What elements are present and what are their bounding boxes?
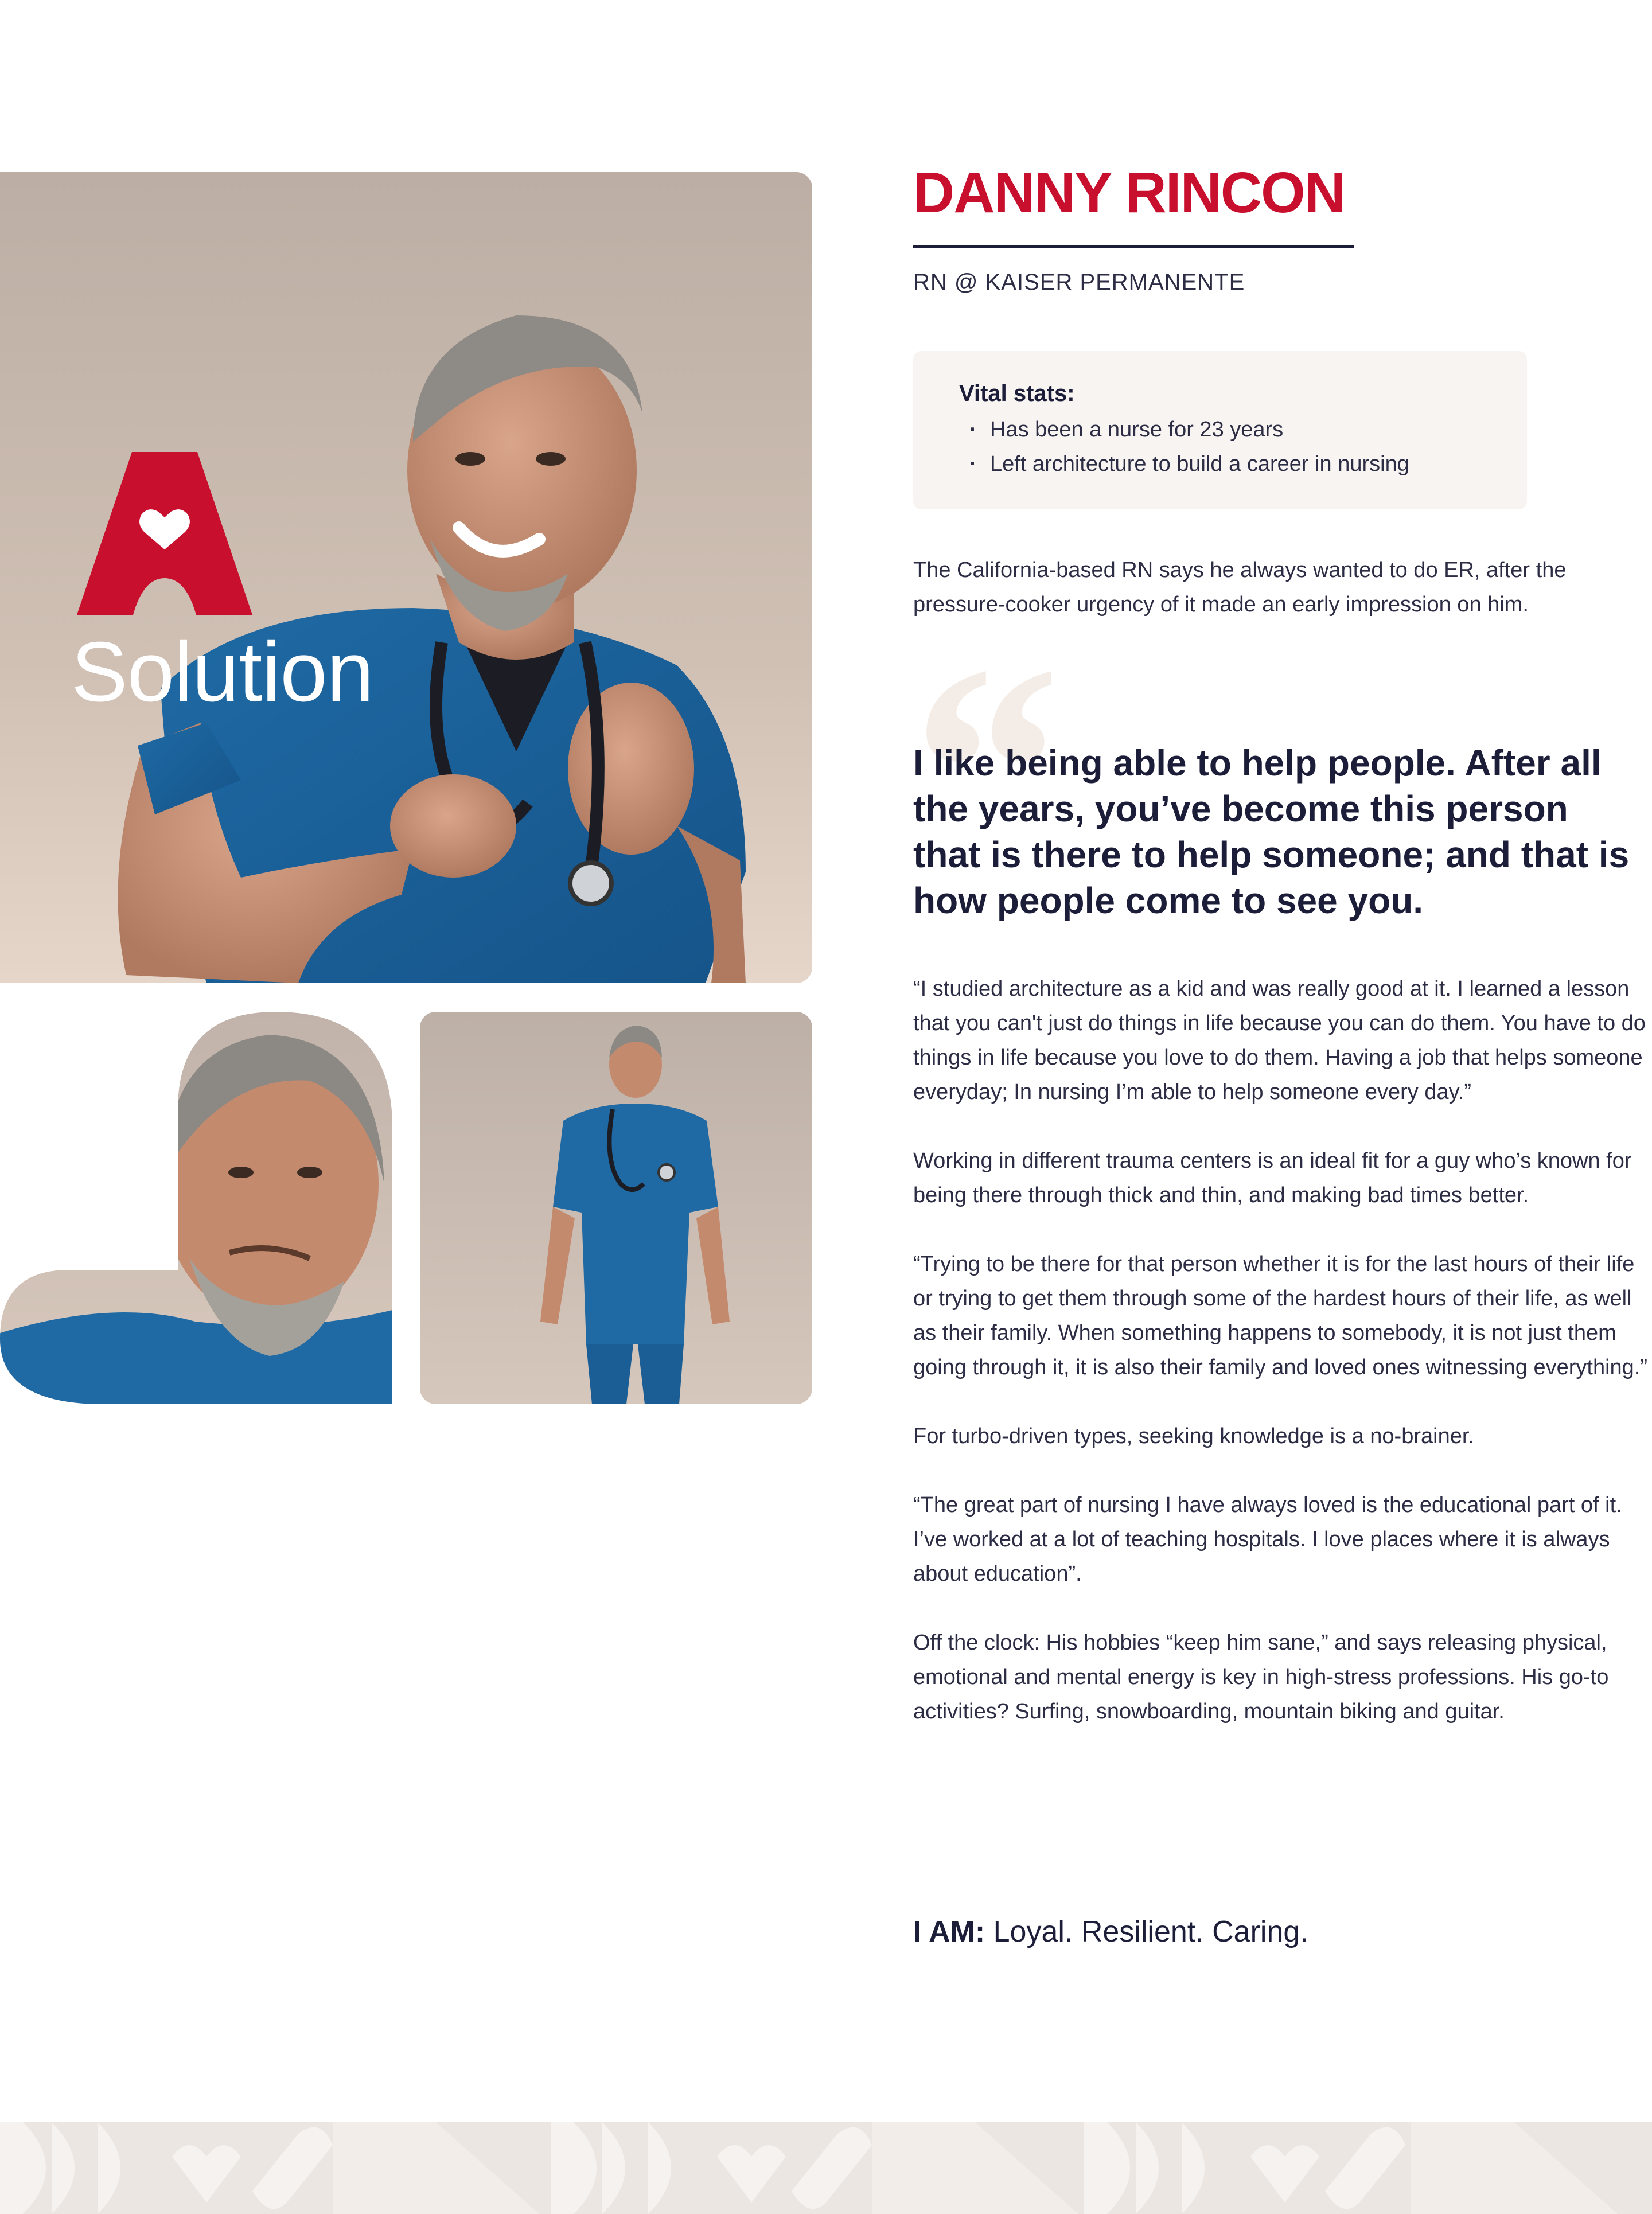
name-divider: [913, 245, 1354, 248]
vital-stat-item: · Left architecture to build a career in nursing: [959, 447, 1527, 481]
body-paragraph: Off the clock: His hobbies “keep him sane,” and says releasing physical, emotional and mental energy is key in high-stress professions. His go-to activities? Surfing, snowboarding, mountain biking and guitar.: [913, 1631, 1609, 1724]
i-am-traits: Loyal. Resilient. Caring.: [993, 1915, 1308, 1948]
i-am-statement: [913, 1915, 1308, 1949]
body-paragraph: “The great part of nursing I have always loved is the educational part of it. I’ve worked at a lot of teaching hospitals. I love places where it is always about education”.: [913, 1493, 1622, 1586]
i-am-label: I AM:: [913, 1915, 985, 1948]
quote-mark-icon: “: [912, 605, 1038, 934]
closeup-heart-photo: [0, 1012, 392, 1404]
pull-quote: I like being able to help people. After all the years, you’ve become this person that is there to help someone; and that is how people come to see you.: [913, 742, 1630, 921]
vital-stats-list: [959, 412, 1527, 481]
body-text: [913, 972, 1647, 1763]
brand-logo-icon: [77, 452, 252, 615]
body-paragraph: For turbo-driven types, seeking knowledge is a no-brainer.: [913, 1424, 1474, 1448]
vital-stats-title: Vital stats:: [959, 381, 1075, 406]
vital-stat-item: · Has been a nurse for 23 years: [959, 412, 1527, 447]
brand-wordmark: Solution: [71, 625, 373, 719]
body-paragraph: Working in different trauma centers is an ideal fit for a guy who’s known for being there through thick and thin, and making bad times better.: [913, 1149, 1632, 1207]
nurse-full-body-icon: [420, 1012, 812, 1404]
intro-paragraph: The California-based RN says he always wanted to do ER, after the pressure-cooker urgency of it made an early impression on him.: [913, 558, 1567, 617]
nurse-closeup-heart-icon: [0, 1012, 392, 1404]
profile-role: RN @ KAISER PERMANENTE: [913, 270, 1245, 295]
vital-stats-card: [913, 351, 1527, 509]
footer-pattern-band: [0, 2122, 1652, 2214]
full-body-photo: [420, 1012, 812, 1404]
profile-name: DANNY RINCON: [913, 161, 1345, 225]
body-paragraph: “Trying to be there for that person whether it is for the last hours of their life or trying to get them through some of the hardest hours of their life, as well as their family. When something happens to somebody, it is not just them going through it, it is also their family and loved ones witnessing everything.”: [913, 1252, 1648, 1379]
decorative-pattern-icon: [0, 2122, 1652, 2214]
body-paragraph: “I studied architecture as a kid and was really good at it. I learned a lesson that you can't just do things in life because you can do them. You have to do things in life because you love to do them. Having a job that helps someone everyday; In nursing I’m able to help someone every day.”: [913, 977, 1646, 1104]
